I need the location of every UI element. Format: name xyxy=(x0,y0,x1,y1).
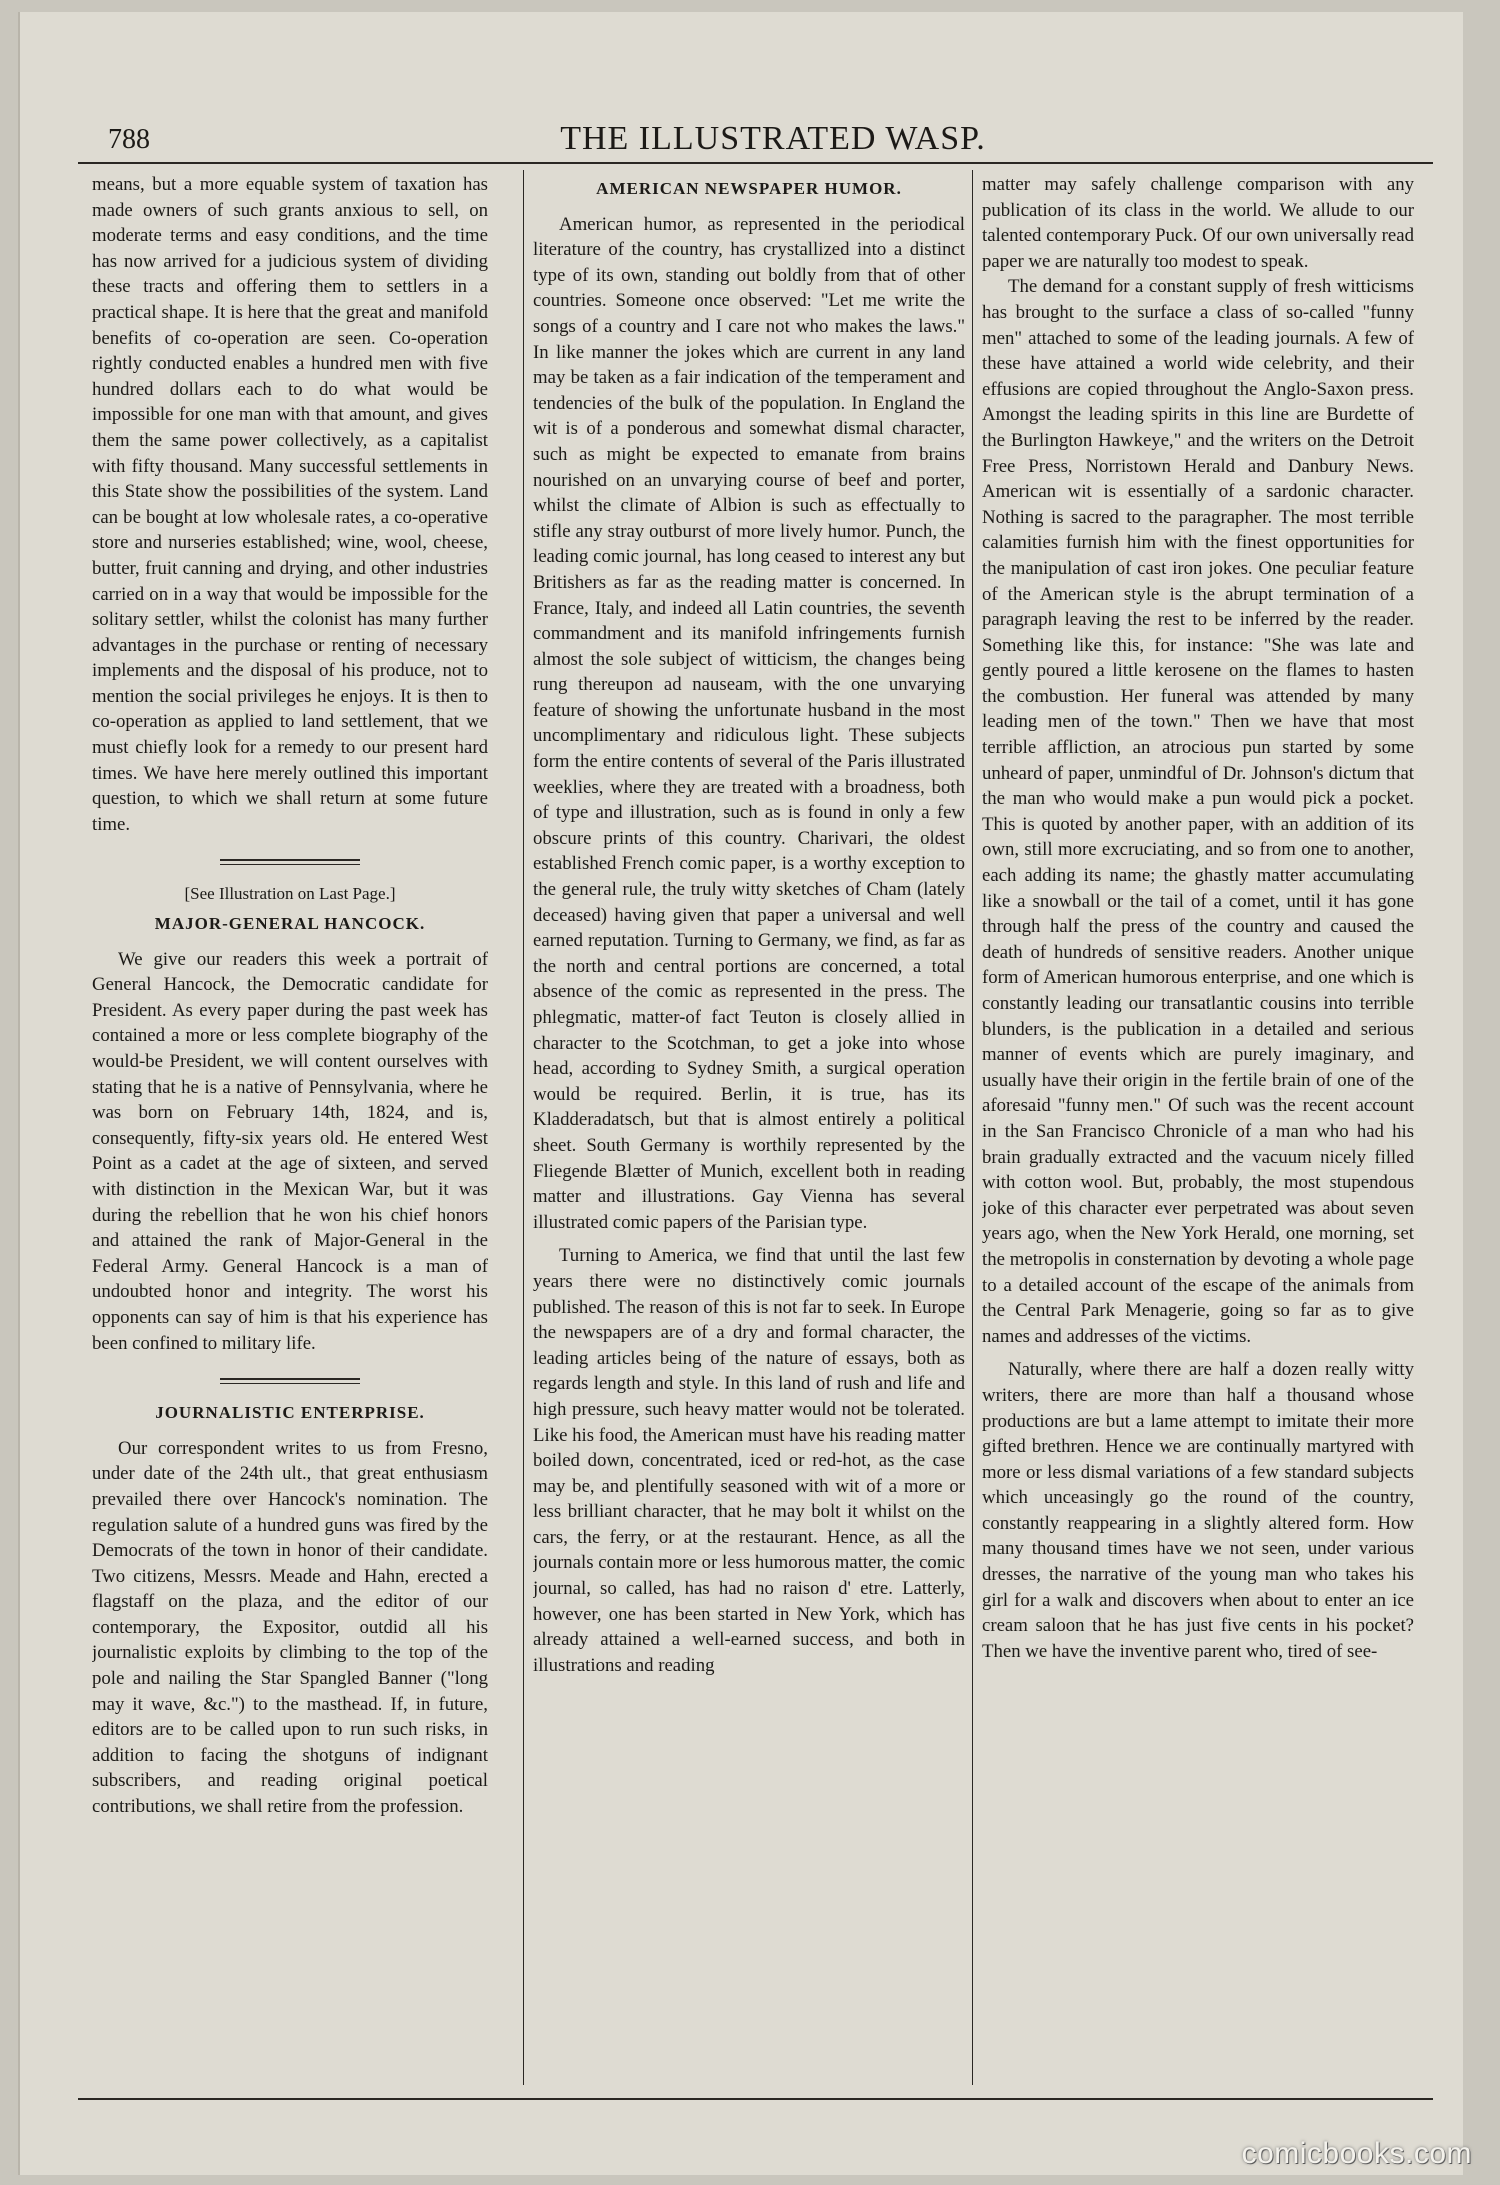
column-divider xyxy=(523,170,524,2085)
hancock-heading: MAJOR-GENERAL HANCOCK. xyxy=(154,914,426,934)
humor-continuation: matter may safely challenge comparison with any publication of its class in the world. We allude to our talented contemporary Puck. Of our own universally read paper we are naturally too modest to speak. xyxy=(982,174,1414,272)
masthead-title: THE ILLUSTRATED WASP. xyxy=(560,120,986,157)
page-header xyxy=(88,112,1458,164)
page-number: 788 xyxy=(108,124,150,155)
journalistic-heading: JOURNALISTIC ENTERPRISE. xyxy=(155,1403,425,1423)
co-operation-paragraph: means, but a more equable system of taxation has made owners of such grants anxious to sell, on moderate terms and easy conditions, and the time has now arrived for a judicious system of dividing these tracts and offering them to settlers in a practical shape. It is here that the great and manifold benefits of co-operation are seen. Co-operation rightly conducted enables a hundred men with five hundred dollars each to do what would be impossible for one man with that amount, and gives them the same power collectively, as a capitalist with fifty thousand. Many successful settlements in this State show the possibilities of the system. Land can be bought at low wholesale rates, a co-operative store and nurseries established; wine, wool, cheese, butter, fruit canning and drying, and other industries carried on in a way that would be impossible for the solitary settler, whilst the colonist has many further advantages in the purchase or renting of necessary implements and the disposal of his produce, not to mention the social privileges he enjoys. It is then to co-operation as applied to land settlement, that we must chiefly look for a remedy to our present hard times. We have here merely outlined this important question, to which we shall return at some future time. xyxy=(92,174,488,835)
humor-paragraph-1: American humor, as represented in the periodical literature of the country, has crystallized into a distinct type of its own, standing out boldly from that of other countries. Someone once observed: "Let me write the songs of a country and I care not who makes the laws." In like manner the jokes which are current in any land may be taken as a fair indication of the temperament and tendencies of the bulk of the population. In England the wit is of a ponderous and somewhat dismal character, such as might be expected to emanate from brains nourished on an unvarying course of beef and porter, whilst the climate of Albion is such as effectually to stifle any stray outburst of more lively humor. Punch, the leading comic journal, has long ceased to interest any but Britishers as far as the reading matter is concerned. In France, Italy, and indeed all Latin countries, the seventh commandment and its manifold infringements furnish almost the sole subject of witticism, the changes being rung thereupon ad nauseam, with the one unvarying feature of showing the unfortunate husband in the most uncomplimentary and ridiculous light. These subjects form the entire contents of several of the Paris illustrated weeklies, where they are treated with a broadness, both of type and illustration, such as is found in only a few obscure prints of this country. Charivari, the oldest established French comic paper, is a worthy exception to the general rule, the truly witty sketches of Cham (lately deceased) having given that paper a universal and well earned reputation. Turning to Germany, we find, as far as the north and central portions are concerned, a total absence of the comic as represented in the press. The phlegmatic, matter-of fact Teuton is closely allied in character to the Scotchman, to get a joke into whose head, according to Sydney Smith, a surgical operation would be required. Berlin, it is true, has its Kladderadatsch, but that is almost entirely a political sheet. South Germany is worthily represented by the Fliegende Blætter of Munich, excellent both in reading matter and illustrations. Gay Vienna has several illustrated comic papers of the Parisian type. xyxy=(533,213,965,1233)
humor-heading: AMERICAN NEWSPAPER HUMOR. xyxy=(596,179,902,198)
funny-men-paragraph: The demand for a constant supply of fresh witticisms has brought to the surface a class of so-called "funny men" attached to some of the leading journals. A few of these have attained a world wide celebrity, and their effusions are copied throughout the Anglo-Saxon press. Amongst the leading spirits in this line are Burdette of the Burlington Hawkeye," and the writers on the Detroit Free Press, Norristown Herald and Danbury News. American wit is essentially of a sardonic character. Nothing is sacred to the paragrapher. The most terrible calamities furnish him with the finest opportunities for the manipulation of cast iron jokes. One peculiar feature of the American style is the abrupt termination of a paragraph leaving the rest to be inferred by the reader. Something like this, for instance: "She was late and gently poured a little kerosene on the flames to hasten the combustion. Her funeral was attended by many leading men of the town." Then we have that most terrible affliction, an atrocious pun started by some unheard of paper, unmindful of Dr. Johnson's dictum that the man who would make a pun would pick a pocket. This is quoted by another paper, with an addition of its own, still more excruciating, and so from one to another, each adding its name; the ghastly matter accumulating like a snowball or the tail of a comet, until it has gone through half the press of the country and caused the death of hundreds of sensitive readers. Another unique form of American humorous enterprise, and one which is constantly leading our transatlantic cousins into terrible blunders, is the publication in a detailed and serious manner of events which are purely imaginary, and usually have their origin in the fertile brain of one of the aforesaid "funny men." Of such was the recent account in the San Francisco Chronicle of a man who had his brain gradually extracted and the vacuum nicely filled with cotton wool. But, probably, the most stupendous joke of this character ever perpetrated was about seven years ago, when the New York Herald, one morning, set the metropolis in consternation by devoting a whole page to a detailed account of the escape of the animals from the Central Park Menagerie, going so far as to give names and addresses of the victims. xyxy=(982,276,1414,1347)
column-3 xyxy=(982,172,1414,2092)
column-divider xyxy=(972,170,973,2085)
illustration-note: [See Illustration on Last Page.] xyxy=(184,884,396,904)
footer-rule xyxy=(78,2098,1433,2100)
imitators-paragraph: Naturally, where there are half a dozen really witty writers, there are more than half a thousand whose productions are but a lame attempt to imitate their more gifted brethren. Hence we are continually martyred with more or less dismal variations of a few standard subjects which unceasingly go the round of the country, constantly reappearing in a slightly altered form. How many thousand times have we not seen, under various dresses, the narrative of the young man who takes his girl for a walk and discovers when about to enter an ice cream saloon that he has just five cents in his pocket? Then we have the inventive parent who, tired of see- xyxy=(982,1359,1414,1662)
column-1 xyxy=(92,172,488,2092)
humor-paragraph-2: Turning to America, we find that until the last few years there were no distinctively comic journals published. The reason of this is not far to seek. In Europe the newspapers are of a dry and formal character, the leading articles being of the nature of essays, both as regards length and style. In this land of rush and life and high pressure, such heavy matter would not be tolerated. Like his food, the American must have his reading matter boiled down, concentrated, iced or red-hot, as the case may be, and plentifully seasoned with wit of a more or less brilliant character, that he may bolt it whilst on the cars, the ferry, or at the restaurant. Hence, as all the journals contain more or less humorous matter, the comic journal, so called, has had no raison d' etre. Latterly, however, one has been started in New York, which has already attained a well-earned success, and both in illustrations and reading xyxy=(533,1245,965,1676)
journalistic-paragraph: Our correspondent writes to us from Fresno, under date of the 24th ult., that great enthusiasm prevailed there over Hancock's nomination. The regulation salute of a hundred guns was fired by the Democrats of the town in honor of their candidate. Two citizens, Messrs. Meade and Hahn, erected a flagstaff on the plaza, and the editor of our contemporary, the Expositor, outdid all his journalistic exploits by climbing to the top of the pole and nailing the Star Spangled Banner ("long may it wave, &c.") to the masthead. If, in future, editors are to be called upon to run such risks, in addition to facing the shotguns of indignant subscribers, and reading original poetical contributions, we shall retire from the profession. xyxy=(92,1437,488,1818)
section-divider xyxy=(220,1378,360,1384)
watermark-logo: comicbooks.com xyxy=(1241,2137,1472,2170)
column-2 xyxy=(533,172,965,2092)
hancock-paragraph: We give our readers this week a portrait of General Hancock, the Democratic candidate for President. As every paper during the past week has contained a more or less complete biography of the would-be President, we will content ourselves with stating that he is a native of Pennsylvania, where he was born on February 14th, 1824, and is, consequently, fifty-six years old. He entered West Point as a cadet at the age of sixteen, and served with distinction in the Mexican War, but it was during the rebellion that he won his chief honors and attained the rank of Major-General in the Federal Army. General Hancock is a man of undoubted honor and integrity. The worst his opponents can say of him is that his experience has been confined to military life. xyxy=(92,948,488,1354)
section-divider xyxy=(220,859,360,865)
header-rule xyxy=(78,162,1433,164)
